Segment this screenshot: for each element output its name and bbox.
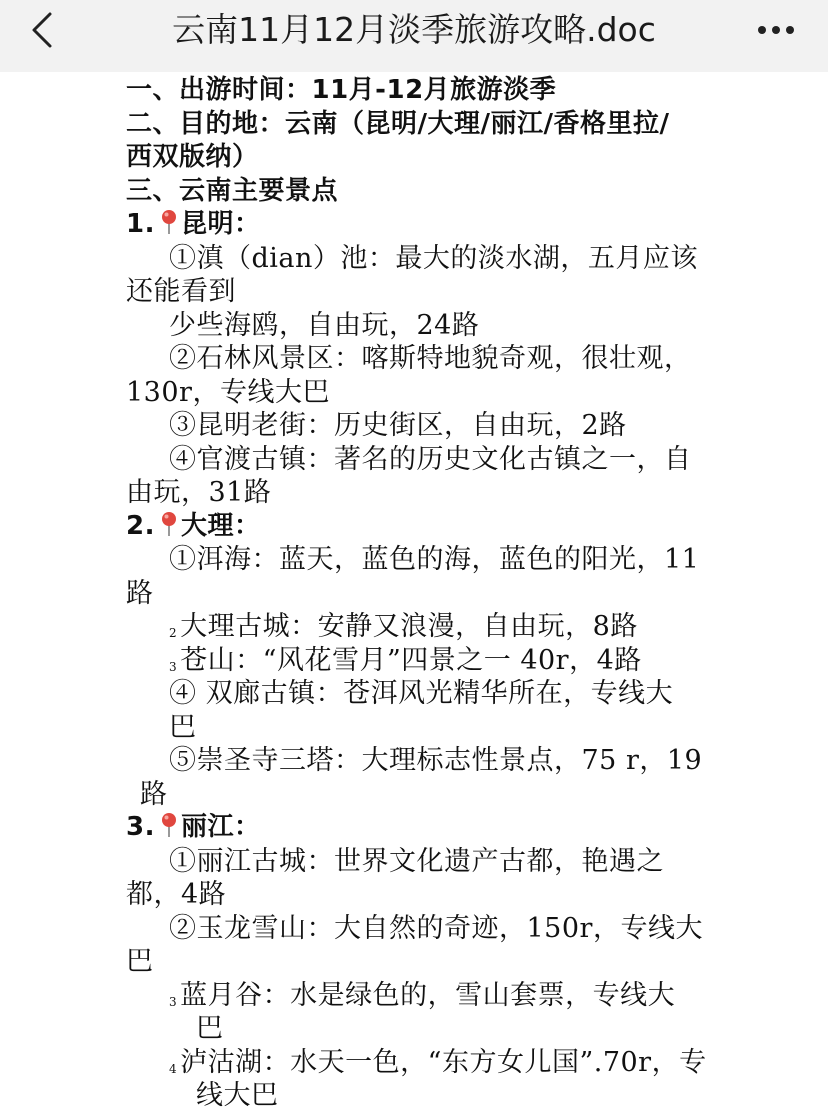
- document-title: 云南11月12月淡季旅游攻略.doc: [172, 10, 656, 49]
- list-item: ④ 双廊古镇：苍洱风光精华所在，专线大: [169, 678, 674, 709]
- list-item: [126, 610, 706, 644]
- section-name: 大理：: [180, 510, 261, 541]
- list-item: ①丽江古城：世界文化遗产古都，艳遇之: [169, 845, 664, 877]
- section-name: 丽江：: [180, 812, 261, 842]
- list-item-cont: 路: [126, 577, 154, 609]
- list-item-cont: 巴: [196, 1013, 224, 1044]
- list-item: [126, 979, 706, 1013]
- list-item: ⑤崇圣寺三塔：大理标志性景点，75 r，19: [169, 745, 703, 776]
- list-number: 2: [169, 626, 178, 640]
- list-item: ③昆明老街：历史街区，自由玩，2路: [169, 410, 627, 441]
- list-item-cont: 巴: [169, 711, 197, 743]
- section-number: 2.: [126, 510, 155, 541]
- list-item-cont: 都，4路: [126, 879, 227, 910]
- destination-heading-cont: 西双版纳）: [126, 142, 259, 172]
- document-body: [126, 74, 706, 1113]
- top-navigation-bar: [0, 0, 828, 72]
- list-number: 3: [169, 659, 178, 674]
- back-button[interactable]: [22, 8, 66, 52]
- list-number: 3: [169, 994, 178, 1009]
- list-item-cont: 130r，专线大巴: [126, 376, 330, 408]
- list-item: ①洱海：蓝天，蓝色的海，蓝色的阳光，11: [169, 544, 700, 575]
- list-text: 大理古城：安静又浪漫，自由玩，8路: [180, 611, 638, 642]
- map-pin-icon: [159, 812, 179, 848]
- more-options-button[interactable]: [754, 12, 798, 48]
- list-item: [126, 644, 706, 678]
- list-text: 泸沽湖：水天一色，“东方女儿国”.70r，专: [180, 1046, 707, 1078]
- section-kunming-heading: [126, 208, 706, 242]
- travel-time-heading: 一、出游时间：11月-12月旅游淡季: [126, 75, 557, 105]
- section-name: 昆明：: [180, 209, 261, 239]
- list-item-cont: 还能看到: [126, 276, 236, 307]
- list-item-cont: 少些海鸥，自由玩，24路: [169, 309, 480, 341]
- list-text: 苍山：“风花雪月”四景之一 40r，4路: [180, 644, 642, 676]
- chevron-left-icon: [22, 8, 66, 52]
- section-lijiang-heading: [126, 811, 706, 845]
- list-item-cont: 由玩，31路: [126, 477, 272, 508]
- list-item-cont: 路: [140, 778, 168, 810]
- list-item: ①滇（dian）池：最大的淡水湖，五月应该: [169, 242, 698, 274]
- list-item: [126, 1046, 706, 1080]
- main-attractions-heading: 三、云南主要景点: [126, 175, 339, 206]
- section-number: 3.: [126, 812, 155, 842]
- section-number: 1.: [126, 209, 155, 239]
- destination-heading: 二、目的地：云南（昆明/大理/丽江/香格里拉/: [126, 108, 670, 139]
- list-item: ④官渡古镇：著名的历史文化古镇之一，自: [169, 443, 692, 475]
- list-text: 蓝月谷：水是绿色的，雪山套票，专线大: [180, 979, 676, 1011]
- list-item: ②石林风景区：喀斯特地貌奇观，很壮观，: [169, 343, 692, 374]
- map-pin-icon: [159, 511, 179, 547]
- section-dali-heading: [126, 510, 706, 544]
- map-pin-icon: [159, 209, 179, 245]
- list-number: 4: [169, 1061, 178, 1076]
- list-item: ②玉龙雪山：大自然的奇迹，150r，专线大: [169, 912, 703, 944]
- more-horizontal-icon: [754, 12, 798, 48]
- list-item-cont: 线大巴: [196, 1080, 279, 1111]
- list-item-cont: 巴: [126, 946, 154, 977]
